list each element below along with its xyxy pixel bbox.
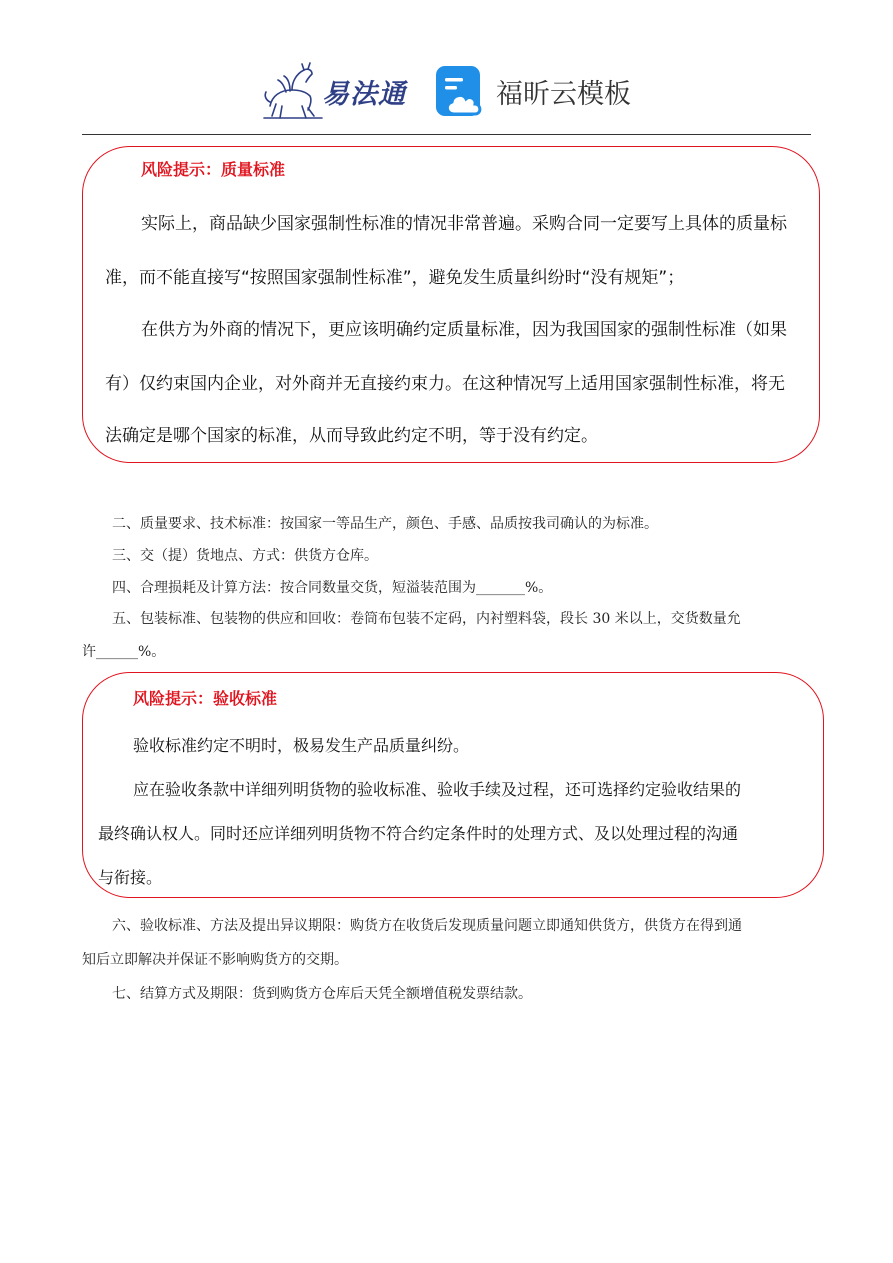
clause-5: 五、包装标准、包装物的供应和回收：卷筒布包装不定码，内衬塑料袋，段长 30 米以上，交货数量允 xyxy=(112,611,741,627)
clause-4: 四、合理损耗及计算方法：按合同数量交货，短溢装范围为_______%。 xyxy=(112,580,553,596)
risk-text-line: 有）仅约束国内企业，对外商并无直接约束力。在这种情况写上适用国家强制性标准，将无 xyxy=(105,374,785,394)
horse-icon xyxy=(262,62,324,120)
risk-text-line: 法确定是哪个国家的标准，从而导致此约定不明，等于没有约定。 xyxy=(105,426,598,446)
clause-6-cont: 知后立即解决并保证不影响购货方的交期。 xyxy=(82,952,348,968)
clause-6: 六、验收标准、方法及提出异议期限：购货方在收货后发现质量问题立即通知供货方，供货方在得到通 xyxy=(112,918,742,934)
brand-name: 福昕云模板 xyxy=(496,79,631,110)
risk-box-quality xyxy=(82,146,820,463)
risk-text-line: 与衔接。 xyxy=(98,868,163,887)
clause-2: 二、质量要求、技术标准：按国家一等品生产，颜色、手感、品质按我司确认的为标准。 xyxy=(112,516,658,532)
page-header xyxy=(0,0,893,136)
risk-text-line: 应在验收条款中详细列明货物的验收标准、验收手续及过程，还可选择约定验收结果的 xyxy=(133,780,742,799)
risk-text-line: 准，而不能直接写“按照国家强制性标准”，避免发生质量纠纷时“没有规矩”； xyxy=(105,268,685,288)
risk-text-line: 实际上，商品缺少国家强制性标准的情况非常普遍。采购合同一定要写上具体的质量标 xyxy=(141,214,787,234)
cloud-doc-icon xyxy=(436,66,486,116)
clause-7: 七、结算方式及期限：货到购货方仓库后天凭全额增值税发票结款。 xyxy=(112,986,532,1002)
clause-3: 三、交（提）货地点、方式：供货方仓库。 xyxy=(112,548,378,564)
risk-text-line: 验收标准约定不明时，极易发生产品质量纠纷。 xyxy=(133,736,470,755)
risk-text-line: 最终确认权人。同时还应详细列明货物不符合约定条件时的处理方式、及以处理过程的沟通 xyxy=(98,824,739,843)
risk-box-acceptance xyxy=(82,672,824,898)
yifatong-logo xyxy=(262,62,412,120)
risk-title: 风险提示：质量标准 xyxy=(141,160,286,179)
risk-title: 风险提示：验收标准 xyxy=(133,689,278,708)
clause-5-cont: 许______%。 xyxy=(82,644,166,660)
brand-name: 易法通 xyxy=(322,79,406,110)
header-divider xyxy=(82,134,811,135)
risk-text-line: 在供方为外商的情况下，更应该明确约定质量标准，因为我国国家的强制性标准（如果 xyxy=(141,320,787,340)
